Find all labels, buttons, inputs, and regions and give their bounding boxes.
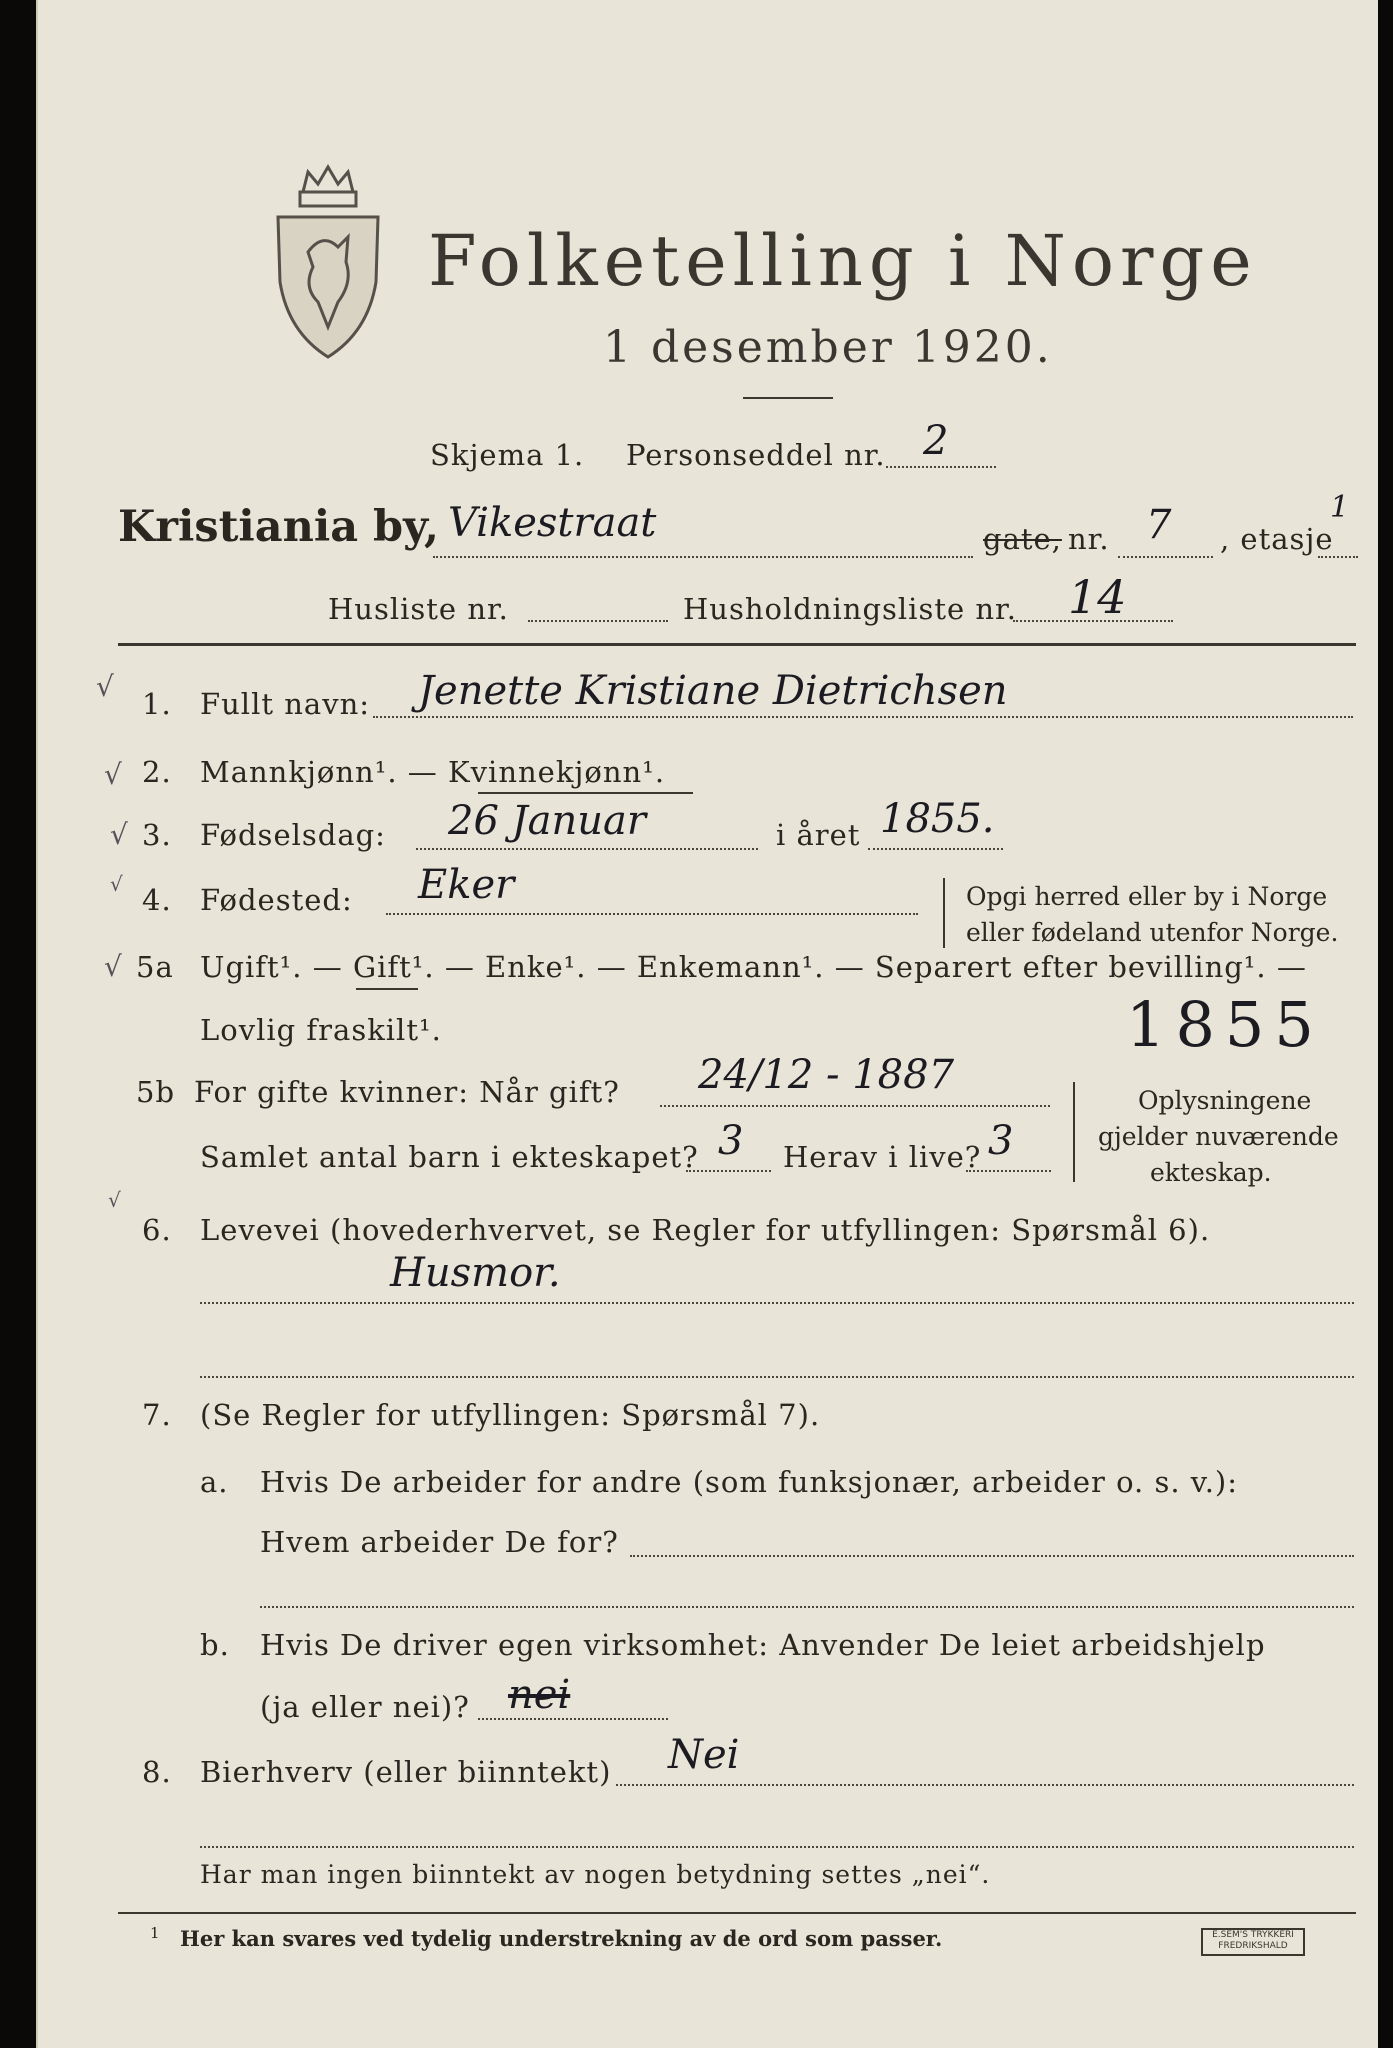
husholdning-value: 14 xyxy=(1068,570,1127,624)
q4-note-line2: eller fødeland utenfor Norge. xyxy=(966,918,1339,947)
city-label: Kristiania by, xyxy=(118,502,439,552)
q2-kvinne-underline xyxy=(478,792,693,794)
q5b-children-field-line xyxy=(686,1170,771,1172)
q7a-label: Hvis De arbeider for andre (som funksjonær, arbeider o. s. v.): xyxy=(260,1465,1239,1499)
q5b-alive-field-line xyxy=(966,1170,1051,1172)
q3-year-label: i året xyxy=(776,818,861,852)
q5b-alive-label: Herav i live? xyxy=(783,1140,982,1174)
margin-tick-1: √ xyxy=(96,670,114,703)
q4-label: Fødested: xyxy=(200,883,353,917)
q2-gender-label: Mannkjønn¹. — Kvinnekjønn¹. xyxy=(200,755,666,789)
q5b-married-field-line xyxy=(660,1105,1050,1107)
q8-value: Nei xyxy=(668,1732,740,1778)
q6-occupation-value: Husmor. xyxy=(390,1250,561,1296)
husholdning-label: Husholdningsliste nr. xyxy=(683,592,1017,626)
title-divider xyxy=(743,397,833,399)
personseddel-label: Personseddel nr. xyxy=(626,438,886,472)
q8-field-line-1 xyxy=(616,1784,1354,1786)
q5b-note-line2: gjelder nuværende xyxy=(1098,1122,1339,1151)
q3-year-value: 1855. xyxy=(880,796,995,842)
margin-tick-5: √ xyxy=(104,950,122,983)
footer-rule xyxy=(118,1912,1356,1914)
footnote-mark: 1 xyxy=(150,1924,160,1942)
husliste-field-line xyxy=(528,620,668,622)
q8-number: 8. xyxy=(142,1755,172,1789)
q6-number: 6. xyxy=(142,1213,172,1247)
q6-field-line-1 xyxy=(200,1302,1354,1304)
q5b-alive-value: 3 xyxy=(988,1118,1014,1164)
schema-label: Skjema 1. xyxy=(430,438,585,472)
form-title: Folketelling i Norge xyxy=(428,220,1258,302)
margin-tick-6: √ xyxy=(108,1188,121,1212)
q1-number: 1. xyxy=(142,687,172,721)
q7b-field-line xyxy=(478,1718,668,1720)
margin-tick-3: √ xyxy=(110,818,128,851)
personseddel-field-line xyxy=(886,466,996,468)
etasje-field-line xyxy=(1318,556,1358,558)
q3-year-field-line xyxy=(868,848,1003,850)
street-value: Vikestraat xyxy=(448,500,657,546)
q7a-field-line-2 xyxy=(260,1606,1354,1608)
q7b-label-line2: (ja eller nei)? xyxy=(260,1690,470,1724)
q3-field-line xyxy=(416,848,758,850)
q5b-number: 5b xyxy=(136,1075,176,1109)
q7-number: 7. xyxy=(142,1398,172,1432)
etasje-value: 1 xyxy=(1330,490,1350,525)
q5b-children-value: 3 xyxy=(718,1118,744,1164)
q7-label: (Se Regler for utfyllingen: Spørsmål 7). xyxy=(200,1398,821,1432)
q2-number: 2. xyxy=(142,755,172,789)
printer-stamp xyxy=(1201,1928,1305,1956)
nr-field-line xyxy=(1118,556,1213,558)
q4-note-brace xyxy=(943,878,945,948)
q3-birthday-value: 26 Januar xyxy=(448,798,646,844)
footer-note: Har man ingen biinntekt av nogen betydning settes „nei“. xyxy=(200,1860,991,1889)
q5b-note-line1: Oplysningene xyxy=(1138,1086,1312,1115)
printer-stamp-line1: E.SEM'S TRYKKERI xyxy=(1212,1930,1294,1940)
q8-label: Bierhverv (eller biinntekt) xyxy=(200,1755,612,1789)
q7b-number: b. xyxy=(200,1628,230,1662)
street-field-line xyxy=(433,556,973,558)
header-rule xyxy=(118,643,1356,646)
q3-label: Fødselsdag: xyxy=(200,818,386,852)
q8-field-line-2 xyxy=(200,1846,1354,1848)
q7a-number: a. xyxy=(200,1465,229,1499)
footnote-text: Her kan svares ved tydelig understrekning av de ord som passer. xyxy=(180,1926,943,1951)
nr-value: 7 xyxy=(1146,502,1172,548)
gate-label: gate, xyxy=(983,522,1062,556)
q5b-married-value: 24/12 - 1887 xyxy=(698,1052,955,1098)
q1-label: Fullt navn: xyxy=(200,687,371,721)
q5a-gift-underline xyxy=(356,988,418,990)
q5b-note-brace xyxy=(1073,1082,1075,1182)
q4-number: 4. xyxy=(142,883,172,917)
census-date: 1 desember 1920. xyxy=(603,322,1053,373)
q5b-married-label: For gifte kvinner: Når gift? xyxy=(194,1075,620,1109)
husliste-label: Husliste nr. xyxy=(328,592,509,626)
q6-field-line-2 xyxy=(200,1376,1354,1378)
printer-stamp-line2: FREDRIKSHALD xyxy=(1218,1941,1288,1951)
q1-field-line xyxy=(373,716,1353,718)
personseddel-value: 2 xyxy=(923,418,949,464)
q5a-label-line2: Lovlig fraskilt¹. xyxy=(200,1013,442,1047)
census-form-sheet xyxy=(36,0,1378,2048)
q1-full-name-value: Jenette Kristiane Dietrichsen xyxy=(418,668,1008,714)
margin-tick-2: √ xyxy=(104,758,122,791)
q5a-marital-label: Ugift¹. — Gift¹. — Enke¹. — Enkemann¹. — Separert efter bevilling¹. — xyxy=(200,950,1307,984)
norway-coat-of-arms-icon xyxy=(268,162,388,362)
q7b-value: nei xyxy=(508,1672,571,1718)
nr-label: nr. xyxy=(1068,522,1110,556)
margin-tick-4: √ xyxy=(110,872,123,896)
q3-number: 3. xyxy=(142,818,172,852)
q4-birthplace-value: Eker xyxy=(418,862,515,908)
q4-note-line1: Opgi herred eller by i Norge xyxy=(966,882,1328,911)
q7a-label-line2: Hvem arbeider De for? xyxy=(260,1525,619,1559)
q5b-children-label: Samlet antal barn i ekteskapet? xyxy=(200,1140,699,1174)
q5b-note-line3: ekteskap. xyxy=(1150,1158,1272,1187)
q7a-field-line-1 xyxy=(630,1555,1354,1557)
etasje-label: , etasje xyxy=(1220,522,1334,556)
q4-field-line xyxy=(386,913,918,915)
q6-occupation-label: Levevei (hovederhvervet, se Regler for utfyllingen: Spørsmål 6). xyxy=(200,1213,1211,1247)
q5a-number: 5a xyxy=(136,950,174,984)
q7b-label: Hvis De driver egen virksomhet: Anvender De leiet arbeidshjelp xyxy=(260,1628,1266,1662)
q5a-margin-note: 1855 xyxy=(1126,988,1324,1061)
